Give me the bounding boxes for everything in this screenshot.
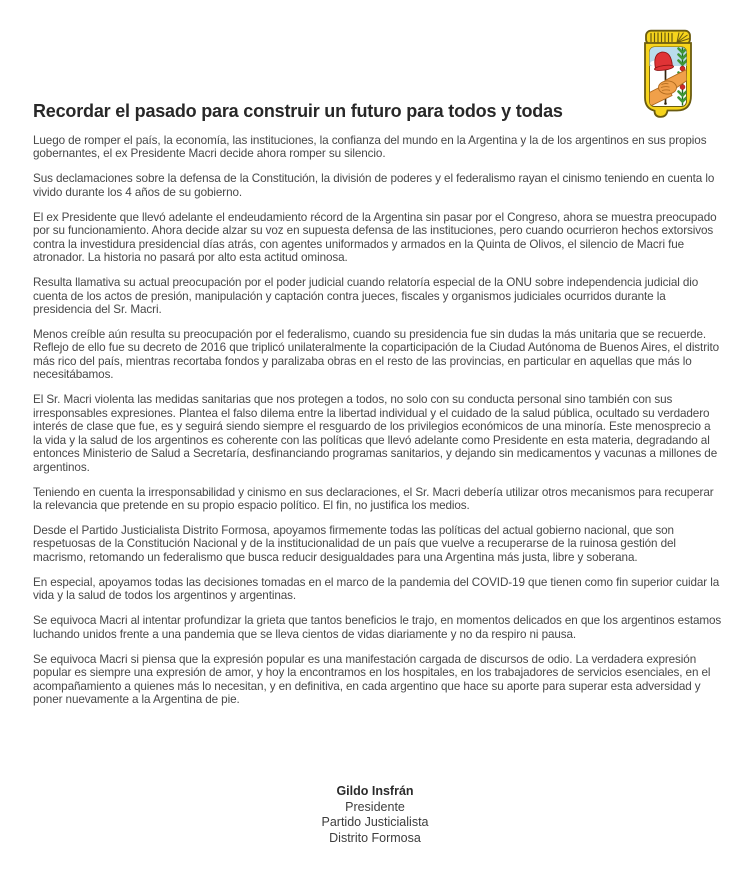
paragraph-apoyo-gobierno: Desde el Partido Justicialista Distrito Formosa, apoyamos firmemente todas las políticas del actual gobierno nacional, que son respetuosas de la Constitución Nacional y de la institucionalidad de un país que vuelve a recuperarse de la ruinosa gestión del macrismo, retomando un federalismo que busca reducir desigualdades para una Argentina más justa, libre y soberana. [33,523,676,564]
signature-district: Distrito Formosa [329,830,421,845]
page-title: Recordar el pasado para construir un futuro para todos y todas [33,101,563,121]
paragraph-endeudamiento: El ex Presidente que llevó adelante el endeudamiento récord de la Argentina sin pasar por el Congreso, ahora se muestra preocupado por su funcionamiento. Ahora decide alzar su voz en supuesta defensa de las instituciones, pero cuando ocurrieron hechos extorsivos contra la investidura presidencial días atrás, con agentes uniformados y armados en la Quinta de Olivos, el silencio de Macri fue atronador. La historia no pasará por alto esta actitud ominosa. [33,210,717,265]
paragraph-poder-judicial: Resulta llamativa su actual preocupación por el poder judicial cuando relatoría especial de la ONU sobre independencia judicial dio cuenta de los actos de presión, manipulación y captación contra jueces, fiscales y organismos judiciales ocurridos durante la presidencia del Sr. Macri. [33,276,699,317]
paragraph-grieta: Se equivoca Macri al intentar profundizar la grieta que tantos beneficios le trajo, en momentos delicados en que los argentinos estamos luchando unidos frente a una pandemia que se lleva cientos de vidas diariamente y no da respiro ni pausa. [33,614,722,641]
signature-role: Presidente [345,799,405,814]
paragraph-covid: En especial, apoyamos todas las decisiones tomadas en el marco de la pandemia del COVID-19 que tienen como fin superior cuidar la vida y la salud de todos los argentinos y argentinas. [33,575,720,603]
signature-name: Gildo Insfrán [336,784,414,798]
paragraph-irresponsabilidad: Teniendo en cuenta la irresponsabilidad y cinismo en sus declaraciones, el Sr. Macri debería utilizar otros mecanismos para recuperar la relevancia que pretende en su propio espacio político. El fin, no justifica los medios. [33,485,714,512]
document-body [33,134,722,718]
signature-block [0,784,750,846]
paragraph-medidas-sanitarias: El Sr. Macri violenta las medidas sanitarias que nos protegen a todos, no solo con su conducta personal sino también con sus irresponsables expresiones. Plantea el falso dilema entre la libertad individual y el cuidado de la salud pública, ocultado su verdadero interés de clase que fue, es y seguirá siendo siempre el resguardo de los privilegios económicos de una minoría. Este menosprecio a la vida y la salud de los argentinos es coherente con las políticas que llevó adelante como Presidente en esta materia, degradando al entonces Ministerio de Salud a Secretaría, desfinanciando programas sanitarios, y dejando sin medicamentos y vacunas a millones de argentinos. [33,393,718,474]
paragraph-declamaciones: Sus declamaciones sobre la defensa de la Constitución, la división de poderes y el federalismo rayan el cinismo teniendo en cuenta lo vivido durante los 4 años de su gobierno. [33,172,715,199]
pj-shield-logo [637,29,699,121]
paragraph-intro: Luego de romper el país, la economía, las instituciones, la confianza del mundo en la Argentina y la de los argentinos en sus propios gobernantes, el ex Presidente Macri decide ahora romper su silencio. [33,134,707,161]
signature-organization: Partido Justicialista [321,815,429,830]
paragraph-federalismo: Menos creíble aún resulta su preocupación por el federalismo, cuando su presidencia fue sin dudas la más unitaria que se recuerde. Reflejo de ello fue su decreto de 2016 que triplicó unilateralmente la coparticipación de la Ciudad Autónoma de Buenos Aires, el distrito más rico del país, mientras recortaba fondos y paralizaba obras en el resto de las provincias, en particular en aquellas que más lo necesitábamos. [33,327,720,382]
pj-shield-logo-svg [637,29,699,121]
paragraph-expresion-popular: Se equivoca Macri si piensa que la expresión popular es una manifestación cargada de discursos de odio. La verdadera expresión popular es siempre una expresión de amor, y hoy la encontramos en los hospitales, en los trabajadores de servicios esenciales, en el acompañamiento a quienes más lo necesitan, y en definitiva, en cada argentino que hace su aporte para superar esta adversidad y poner nuevamente a la Argentina de pie. [33,652,711,706]
